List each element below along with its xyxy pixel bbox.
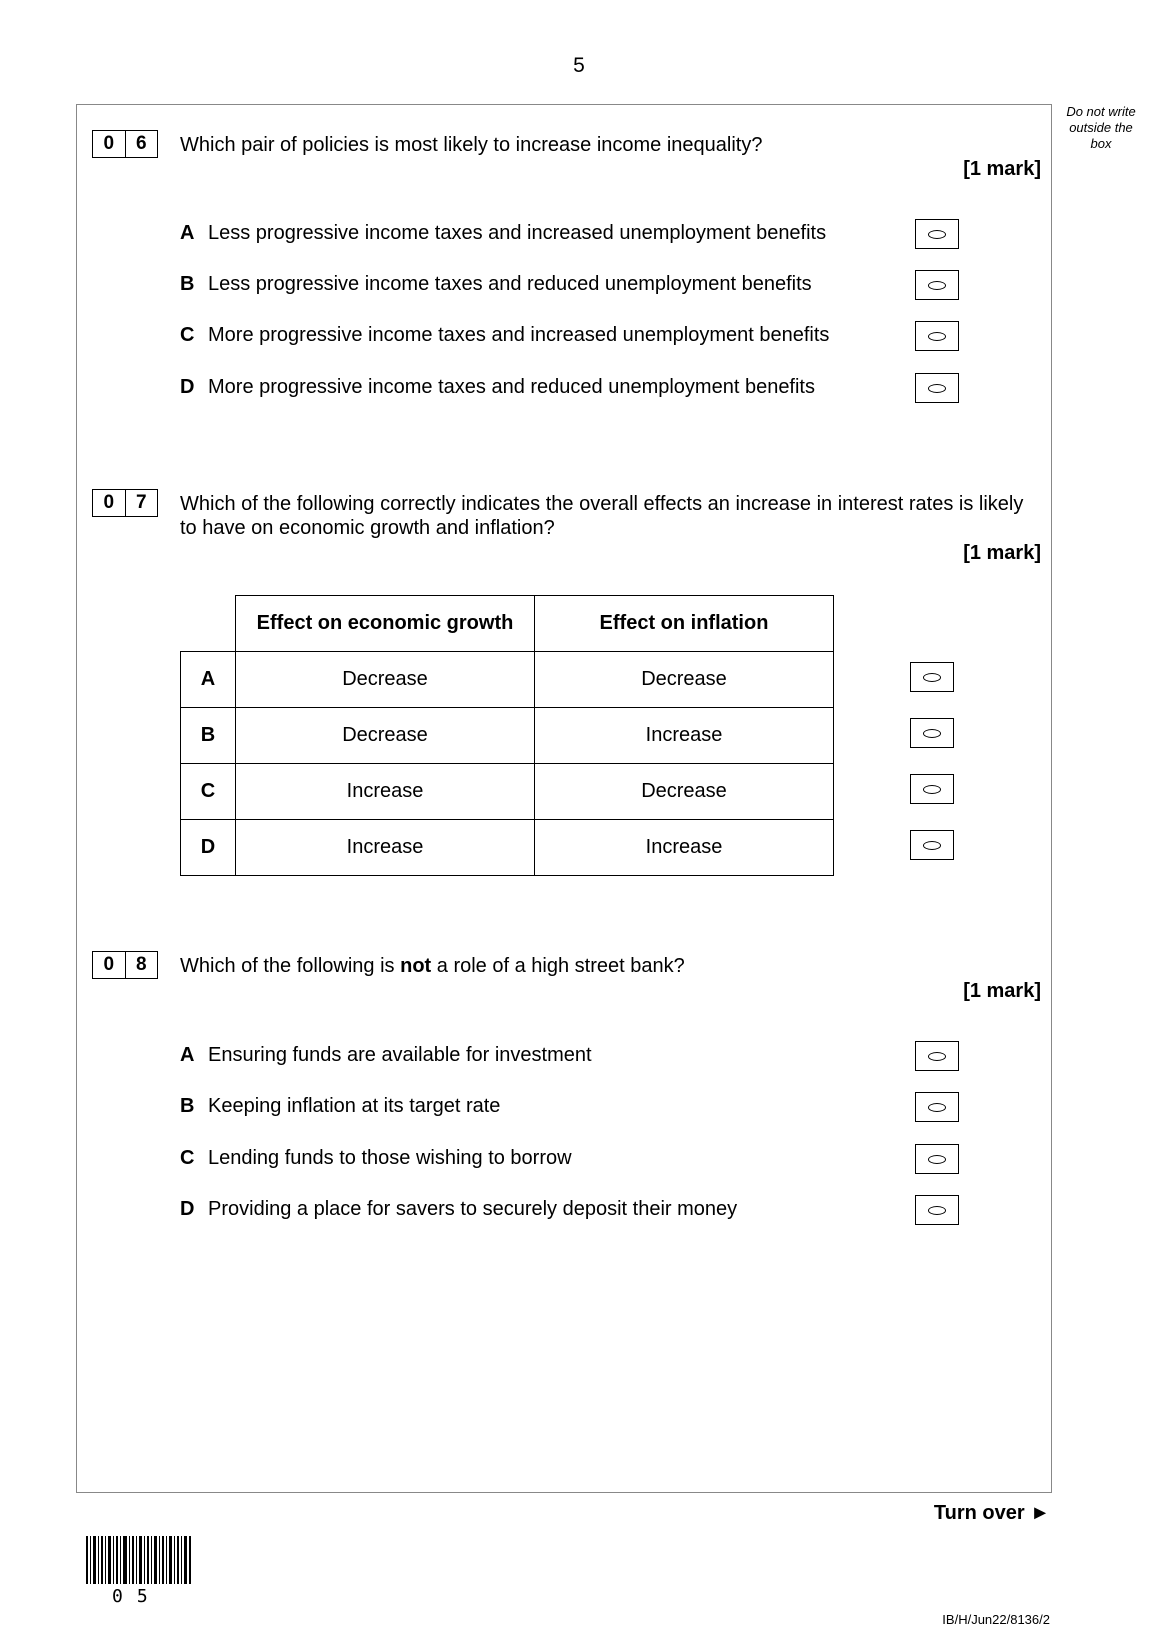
question-number-digit: 8	[126, 951, 159, 979]
q08-option-d	[180, 1198, 737, 1221]
question-number-digit: 0	[92, 130, 126, 158]
header-inflation: Effect on inflation	[535, 596, 834, 652]
question-number-06	[92, 130, 158, 158]
table-row	[181, 652, 834, 708]
margin-note: Do not write outside the box	[1066, 104, 1136, 151]
question-08-marks: [1 mark]	[963, 980, 1041, 1002]
answer-oval-icon	[928, 1206, 946, 1215]
option-letter: B	[180, 1095, 195, 1117]
option-text: Ensuring funds are available for investment	[208, 1044, 592, 1066]
inflation-cell: Increase	[535, 708, 834, 764]
question-number-digit: 6	[126, 130, 159, 158]
option-text: More progressive income taxes and increased unemployment benefits	[208, 324, 830, 346]
answer-oval-icon	[928, 1052, 946, 1061]
option-letter: A	[180, 1044, 195, 1066]
q08-option-a	[180, 1044, 592, 1067]
table-header-row	[181, 596, 834, 652]
q06-answer-box-b[interactable]	[915, 270, 959, 300]
row-letter: A	[181, 652, 236, 708]
q06-option-a	[180, 222, 826, 245]
q08-answer-box-a[interactable]	[915, 1041, 959, 1071]
option-text: More progressive income taxes and reduced unemployment benefits	[208, 376, 815, 398]
q07-answer-box-b[interactable]	[910, 718, 954, 748]
growth-cell: Decrease	[236, 708, 535, 764]
growth-cell: Increase	[236, 820, 535, 876]
question-number-digit: 0	[92, 489, 126, 517]
row-letter: D	[181, 820, 236, 876]
question-06-marks: [1 mark]	[963, 158, 1041, 180]
question-number-digit: 0	[92, 951, 126, 979]
table-row	[181, 764, 834, 820]
table-row	[181, 820, 834, 876]
option-letter: D	[180, 1198, 195, 1220]
answer-oval-icon	[928, 281, 946, 290]
question-08-text	[180, 954, 1042, 978]
q06-answer-box-d[interactable]	[915, 373, 959, 403]
answer-oval-icon	[928, 1103, 946, 1112]
table-corner	[181, 596, 236, 652]
question-number-08	[92, 951, 158, 979]
q08-answer-box-b[interactable]	[915, 1092, 959, 1122]
q06-option-b	[180, 273, 812, 296]
question-08-text-before: Which of the following is	[180, 955, 401, 977]
option-letter: B	[180, 273, 195, 295]
table-row	[181, 708, 834, 764]
q06-option-c	[180, 324, 829, 347]
growth-cell: Decrease	[236, 652, 535, 708]
q07-answer-box-c[interactable]	[910, 774, 954, 804]
inflation-cell: Decrease	[535, 652, 834, 708]
paper-reference: IB/H/Jun22/8136/2	[942, 1612, 1050, 1627]
q08-answer-box-c[interactable]	[915, 1144, 959, 1174]
answer-oval-icon	[923, 729, 941, 738]
q07-answer-table	[180, 595, 834, 876]
barcode-icon	[86, 1536, 192, 1584]
question-07-marks: [1 mark]	[963, 542, 1041, 564]
q06-answer-box-c[interactable]	[915, 321, 959, 351]
q08-option-c	[180, 1147, 572, 1170]
q08-option-b	[180, 1095, 500, 1118]
turn-over-label: Turn over ►	[933, 1502, 1050, 1524]
option-letter: C	[180, 324, 195, 346]
row-letter: C	[181, 764, 236, 820]
page-number: 5	[573, 54, 585, 77]
answer-oval-icon	[928, 332, 946, 341]
option-text: Lending funds to those wishing to borrow	[208, 1147, 572, 1169]
option-text: Keeping inflation at its target rate	[208, 1095, 501, 1117]
answer-oval-icon	[928, 1155, 946, 1164]
answer-oval-icon	[923, 785, 941, 794]
header-economic-growth: Effect on economic growth	[236, 596, 535, 652]
q08-answer-box-d[interactable]	[915, 1195, 959, 1225]
question-08-text-after: a role of a high street bank?	[431, 955, 685, 977]
question-number-digit: 7	[126, 489, 159, 517]
q07-answer-box-d[interactable]	[910, 830, 954, 860]
answer-oval-icon	[923, 673, 941, 682]
option-letter: D	[180, 376, 195, 398]
inflation-cell: Increase	[535, 820, 834, 876]
barcode-number: 05	[112, 1586, 162, 1607]
option-letter: C	[180, 1147, 195, 1169]
row-letter: B	[181, 708, 236, 764]
answer-oval-icon	[928, 384, 946, 393]
q07-answer-box-a[interactable]	[910, 662, 954, 692]
answer-oval-icon	[923, 841, 941, 850]
question-07-text: Which of the following correctly indicates the overall effects an increase in interest rates is likely to have on economic growth and inflation?	[180, 493, 1024, 539]
q06-answer-box-a[interactable]	[915, 219, 959, 249]
answer-oval-icon	[928, 230, 946, 239]
option-text: Less progressive income taxes and increased unemployment benefits	[208, 222, 827, 244]
question-number-07	[92, 489, 158, 517]
growth-cell: Increase	[236, 764, 535, 820]
option-text: Providing a place for savers to securely deposit their money	[208, 1198, 738, 1220]
question-08-text-emphasis: not	[400, 955, 432, 977]
q06-option-d	[180, 376, 815, 399]
option-text: Less progressive income taxes and reduced unemployment benefits	[208, 273, 812, 295]
option-letter: A	[180, 222, 195, 244]
inflation-cell: Decrease	[535, 764, 834, 820]
question-06-text: Which pair of policies is most likely to increase income inequality?	[180, 134, 763, 156]
